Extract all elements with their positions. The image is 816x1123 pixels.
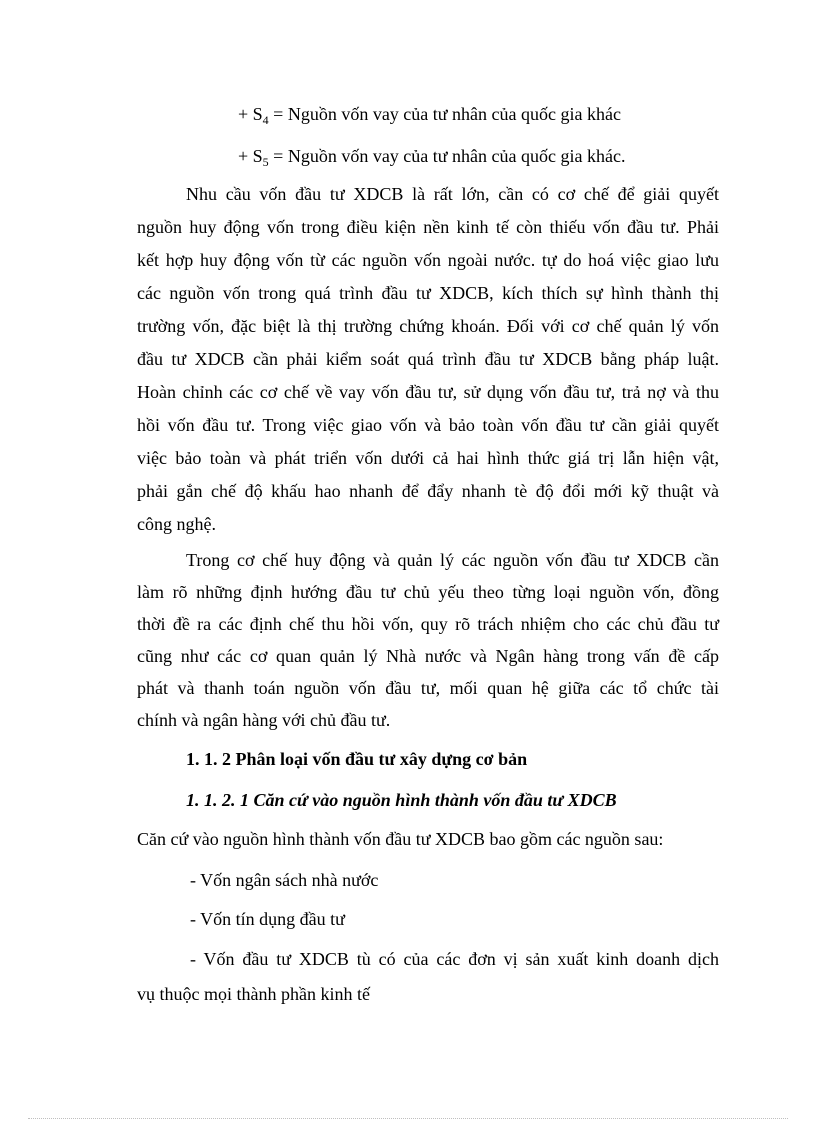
formula-s5 [238,145,625,167]
list-item: - Vốn ngân sách nhà nước [190,870,379,890]
paragraph1-line: việc bảo toàn và phát triển vốn dưới cả hai hình thức giá trị lẫn hiện vật, [137,448,719,468]
paragraph1-line: Hoàn chỉnh các cơ chế về vay vốn đầu tư, sử dụng vốn đầu tư, trả nợ và thu [137,382,719,402]
list-item-continuation: vụ thuộc mọi thành phần kinh tế [137,984,370,1004]
formula-s5-subscript: 5 [262,155,269,169]
paragraph2-line: chính và ngân hàng với chủ đầu tư. [137,710,391,730]
formula-s4 [238,103,621,125]
paragraph2-line: làm rõ những định hướng đầu tư chủ yếu theo từng loại nguồn vốn, đồng [137,582,719,602]
paragraph1-line: kết hợp huy động vốn từ các nguồn vốn ngoài nước. tự do hoá việc giao lưu [137,250,719,270]
paragraph1-line: nguồn huy động vốn trong điều kiện nền kinh tế còn thiếu vốn đầu tư. Phải [137,217,719,237]
paragraph1-line: đầu tư XDCB cần phải kiểm soát quá trình đầu tư XDCB bằng pháp luật. [137,349,719,369]
paragraph2-line: phát và thanh toán nguồn vốn đầu tư, mối quan hệ giữa các tổ chức tài [137,678,719,698]
list-item: - Vốn tín dụng đầu tư [190,909,345,929]
list-item: - Vốn đầu tư XDCB tù có của các đơn vị sản xuất kinh doanh dịch [190,949,719,969]
paragraph1-line: các nguồn vốn trong quá trình đầu tư XDCB, kích thích sự hình thành thị [137,283,719,303]
section-heading: 1. 1. 2 Phân loại vốn đầu tư xây dựng cơ bản [186,749,528,769]
paragraph1-line: hồi vốn đầu tư. Trong việc giao vốn và bảo toàn vốn đầu tư cần giải quyết [137,415,719,435]
formula-s4-prefix: + S [238,104,263,124]
paragraph2-line: Trong cơ chế huy động và quản lý các nguồn vốn đầu tư XDCB cần [186,550,719,570]
paragraph1-line: trường vốn, đặc biệt là thị trường chứng khoán. Đối với cơ chế quản lý vốn [137,316,719,336]
formula-s5-text: = Nguồn vốn vay của tư nhân của quốc gia khác. [268,146,626,166]
page-bottom-rule [28,1118,788,1119]
formula-s4-text: = Nguồn vốn vay của tư nhân của quốc gia khác [268,104,621,124]
formula-s5-prefix: + S [238,146,263,166]
paragraph2-line: thời đề ra các định chế thu hồi vốn, quy rõ trách nhiệm cho các chủ đầu tư [137,614,719,634]
paragraph1-line: Nhu cầu vốn đầu tư XDCB là rất lớn, cần có cơ chế để giải quyết [186,184,719,204]
formula-s4-subscript: 4 [262,113,269,127]
paragraph1-line: công nghệ. [137,514,216,534]
intro-sentence: Căn cứ vào nguồn hình thành vốn đầu tư XDCB bao gồm các nguồn sau: [137,829,664,849]
paragraph1-line: phải gắn chế độ khấu hao nhanh để đẩy nhanh tè độ đổi mới kỹ thuật và [137,481,719,501]
paragraph2-line: cũng như các cơ quan quản lý Nhà nước và Ngân hàng trong vấn đề cấp [137,646,719,666]
subsection-heading: 1. 1. 2. 1 Căn cứ vào nguồn hình thành vốn đầu tư XDCB [186,790,617,810]
